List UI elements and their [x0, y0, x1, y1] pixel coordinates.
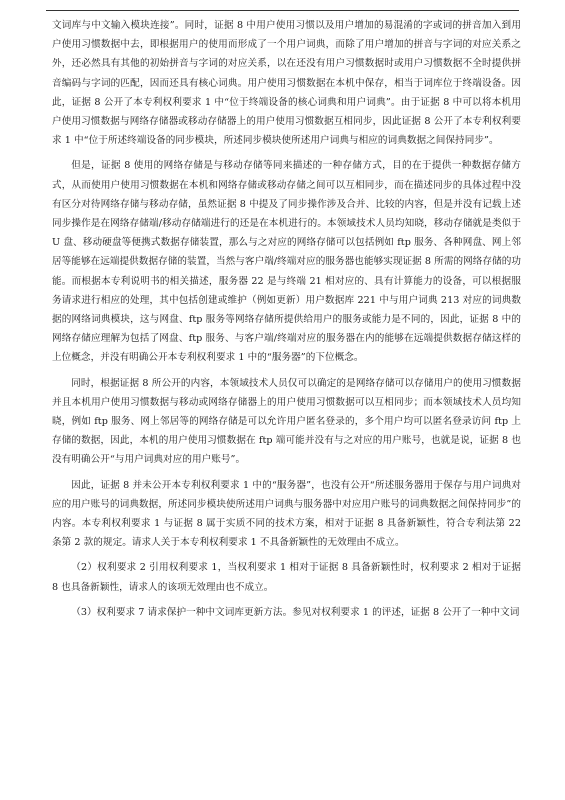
paragraph-3: 同时，根据证据 8 所公开的内容，本领域技术人员仅可以确定的是网络存储可以存储用户的使用习惯数据并且本机用户使用习惯数据与移动或网络存储器上的用户使用习惯数据可以互相同步；而本领域技术人员均知晓，例如 ftp 服务、网上邻居等的网络存储是可以允许用户匿名登录的，多个用户均可以匿名登录访问 ftp 上存储的数据，因此，本机的用户使用习惯数据在 ftp 端可能并没有与之对应的用户账号，也就是说，证据 8 也没有明确公开“与用户词典对应的用户账号”。: [52, 377, 521, 466]
paragraph-1: 文词库与中文输入模块连接”。同时，证据 8 中用户使用习惯以及用户增加的易混淆的字或词的拼音加入到用户使用习惯数据中去，即根据用户的使用而形成了一个用户词典，而除了用户增加的拼音与字词的对应关系之外，还必然具有其他的初始拼音与字词的对应关系，以在还没有用户习惯数据时或用户习惯数据不全时提供拼音编码与字词的匹配，因而还具有核心词典。用户使用习惯数据在本机中保存，相当于词库位于终端设备。因此，证据 8 公开了本专利权利要求 1 中“位于终端设备的核心词典和用户词典”。由于证据 8 中可以将本机用户使用习惯数据与网络存储器或移动存储器上的用户使用习惯数据互相同步，因此证据 8 公开了本专利权利要求 1 中“位于所述终端设备的同步模块，所述同步模块使所述用户词典与相应的词典数据之间保持同步”。: [52, 20, 521, 147]
paragraph-5: （2）权利要求 2 引用权利要求 1，当权利要求 1 相对于证据 8 具备新颖性时，权利要求 2 相对于证据 8 也具备新颖性，请求人的该项无效理由也不成立。: [52, 562, 521, 593]
paragraph-2: 但是，证据 8 使用的网络存储是与移动存储等同来描述的一种存储方式，目的在于提供一种数据存储方式，从而使用户使用习惯数据在本机和网络存储或移动存储之间可以互相同步，而在描述同步的具体过程中没有区分对待网络存储与移动存储，虽然证据 8 中提及了同步操作涉及合并、比较的内容，但是并没有记载上述同步操作是在网络存储端/移动存储端进行的还是在本机进行的。本领域技术人员均知晓，移动存储就是类似于 U 盘、移动硬盘等便携式数据存储装置，那么与之对应的网络存储可以包括例如 ftp 服务、各种网盘、网上邻居等能够在远端提供数据存储的装置，当然与客户端/终端对应的服务器也能够实现证据 8 所需的网络存储的功能。而根据本专利说明书的相关描述，服务器 22 是与终端 21 相对应的、具有计算能力的设备，可以根据服务请求进行相应的处理，其中包括创建或维护（例如更新）用户数据库 221 中与用户词典 213 对应的词典数据的网络词典模块，这与网盘、ftp 服务等网络存储所提供给用户的服务或能力是不同的，因此，证据 8 中的网络存储应理解为包括了网盘、ftp 服务、与客户端/终端对应的服务器在内的能够在远端提供数据存储这样的上位概念，并没有明确公开本专利权利要求 1 中的“服务器”的下位概念。: [52, 160, 521, 364]
header-rule: [46, 10, 519, 11]
paragraph-4: 因此，证据 8 并未公开本专利权利要求 1 中的“服务器”，也没有公开“所述服务器用于保存与用户词典对应的用户账号的词典数据，所述同步模块使所述用户词典与服务器中对应用户账号的词典数据之间保持同步”的内容。本专利权利要求 1 与证据 8 属于实质不同的技术方案，相对于证据 8 具备新颖性，符合专利法第 22 条第 2 款的规定。请求人关于本专利权利要求 1 不具备新颖性的无效理由不成立。: [52, 479, 521, 549]
paragraph-6: （3）权利要求 7 请求保护一种中文词库更新方法。参见对权利要求 1 的评述，证据 8 公开了一种中文词: [71, 606, 520, 618]
document-body: [52, 16, 521, 622]
